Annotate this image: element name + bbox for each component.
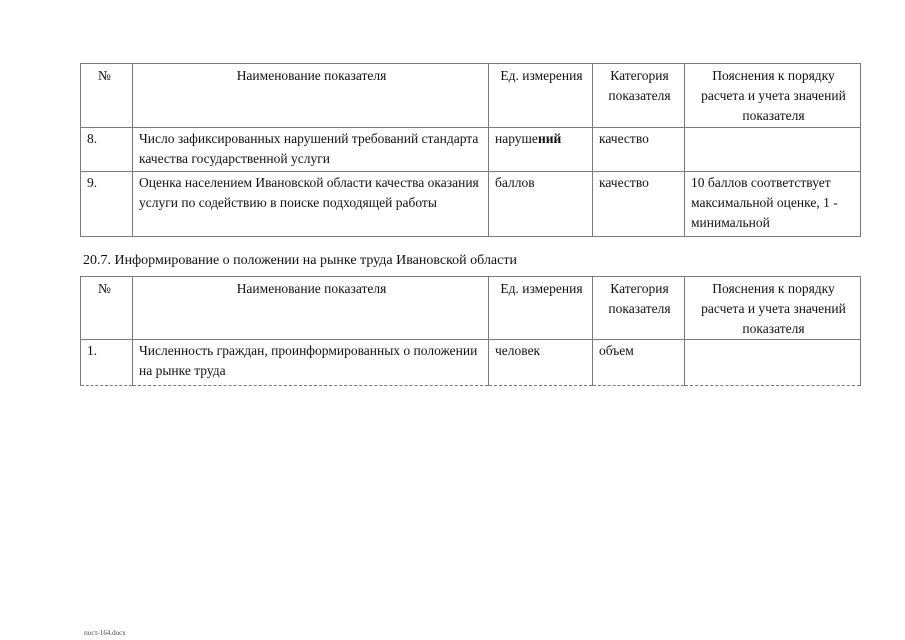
table-row: [81, 172, 861, 237]
table-header-row: [81, 277, 861, 340]
indicators-table-2: [80, 276, 861, 386]
row-name: Оценка населением Ивановской области качества оказания услуги по содействию в поиске подходящей работы: [133, 172, 489, 237]
header-num: №: [81, 277, 133, 340]
row-explanation: 10 баллов соответствует максимальной оценке, 1 - минимальной: [685, 172, 861, 237]
row-num: 8.: [81, 128, 133, 172]
row-category: объем: [593, 340, 685, 386]
header-num: №: [81, 64, 133, 128]
header-name: Наименование показателя: [133, 64, 489, 128]
header-unit: Ед. измерения: [489, 64, 593, 128]
header-name: Наименование показателя: [133, 277, 489, 340]
row-num: 1.: [81, 340, 133, 386]
header-explanation: Пояснения к порядку расчета и учета значений показателя: [685, 64, 861, 128]
table-row: [81, 128, 861, 172]
section-title: 20.7. Информирование о положении на рынке труда Ивановской области: [83, 253, 517, 268]
row-num: 9.: [81, 172, 133, 237]
footer-filename: пост-164.docx: [84, 629, 126, 637]
row-explanation: [685, 128, 861, 172]
row-unit: [489, 128, 593, 172]
table-row: [81, 340, 861, 386]
indicators-table-1: [80, 63, 861, 237]
header-category: Категория показателя: [593, 64, 685, 128]
header-explanation: Пояснения к порядку расчета и учета значений показателя: [685, 277, 861, 340]
row-unit: человек: [489, 340, 593, 386]
row-explanation: [685, 340, 861, 386]
row-category: качество: [593, 128, 685, 172]
row-name: Число зафиксированных нарушений требований стандарта качества государственной услуги: [133, 128, 489, 172]
table-header-row: [81, 64, 861, 128]
header-category: Категория показателя: [593, 277, 685, 340]
row-name: Численность граждан, проинформированных о положении на рынке труда: [133, 340, 489, 386]
row-category: качество: [593, 172, 685, 237]
row-unit: баллов: [489, 172, 593, 237]
row-unit-bold: ний: [537, 131, 562, 146]
header-unit: Ед. измерения: [489, 277, 593, 340]
row-unit-regular: наруше: [495, 131, 538, 146]
